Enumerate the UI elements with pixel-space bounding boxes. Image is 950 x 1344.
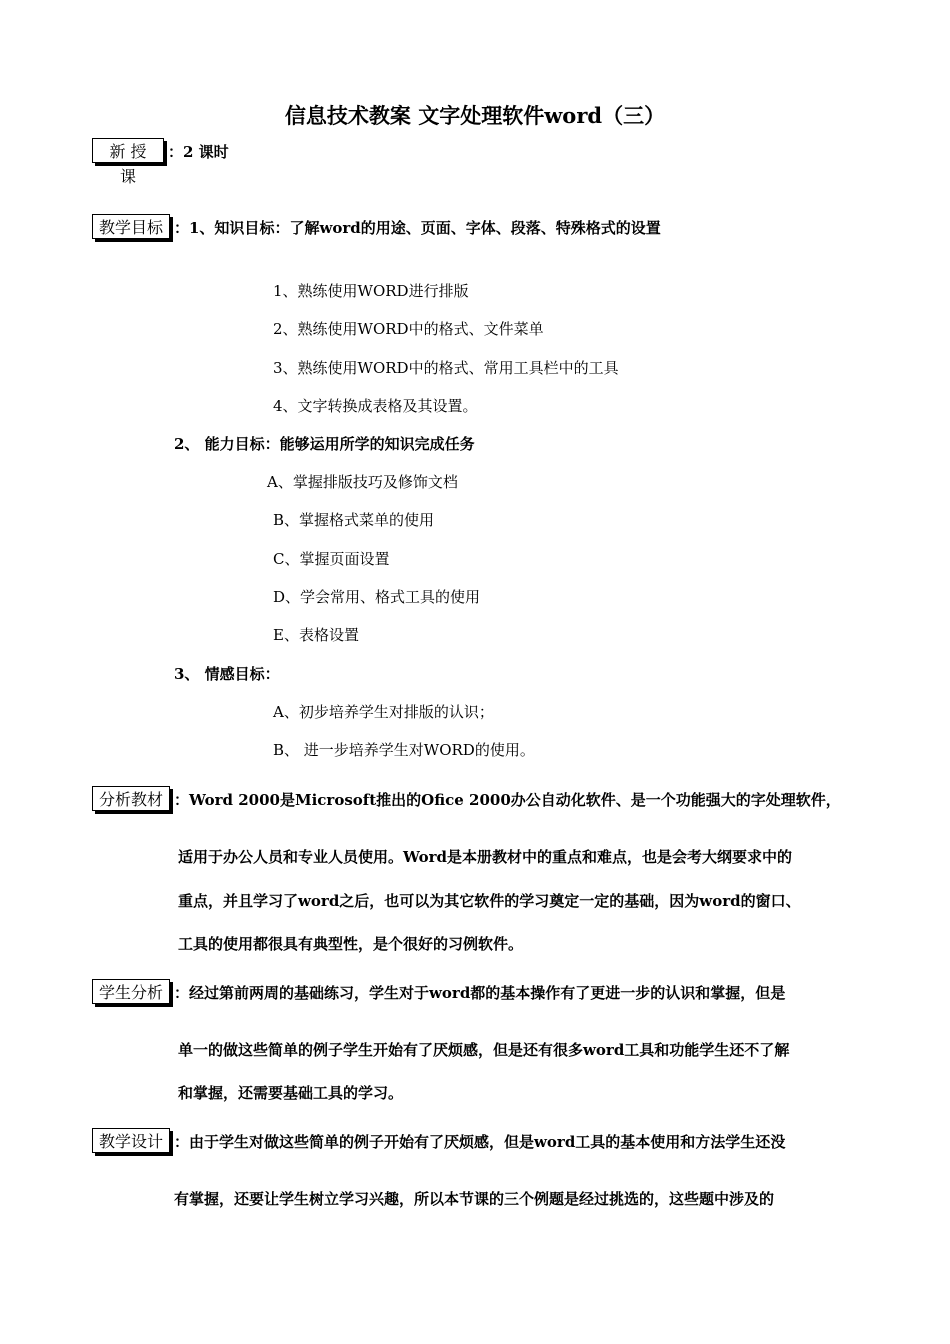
design-line: 有掌握，还要让学生树立学习兴趣，所以本节课的三个例题是经过挑选的，这些题中涉及的 — [174, 1190, 775, 1208]
knowledge-item: 4、文字转换成表格及其设置。 — [273, 397, 478, 415]
objectives-label: 教学目标 — [92, 214, 170, 239]
students-line: 单一的做这些简单的例子学生开始有了厌烦感，但是还有很多word工具和功能学生还不了解 — [178, 1041, 790, 1059]
emotion-item: A、初步培养学生对排版的认识； — [273, 703, 494, 721]
students-label: 学生分析 — [92, 979, 170, 1004]
knowledge-item: 3、熟练使用WORD中的格式、常用工具栏中的工具 — [273, 359, 619, 377]
material-line: 工具的使用都很具有典型性，是个很好的习例软件。 — [178, 935, 524, 953]
ability-item: B、掌握格式菜单的使用 — [273, 511, 435, 529]
ability-item: E、表格设置 — [273, 626, 359, 644]
material-line: 适用于办公人员和专业人员使用。Word是本册教材中的重点和难点，也是会考大纲要求中的 — [178, 848, 793, 866]
material-line: 重点，并且学习了word之后，也可以为其它软件的学习奠定一定的基础，因为word的窗口、 — [178, 892, 801, 910]
material-line: ：Word 2000是Microsoft推出的Ofice 2000办公自动化软件、是一个功能强大的字处理软件， — [174, 791, 841, 809]
document-title: 信息技术教案 文字处理软件word（三） — [284, 103, 666, 128]
ability-item: A、掌握排版技巧及修饰文档 — [267, 473, 458, 491]
emotion-item: B、 进一步培养学生对WORD的使用。 — [273, 741, 535, 759]
students-line: 和掌握，还需要基础工具的学习。 — [178, 1084, 404, 1102]
knowledge-item: 1、熟练使用WORD进行排版 — [273, 282, 469, 300]
new-lesson-label: 新 授 课 — [92, 138, 164, 163]
ability-objective: 2、 能力目标：能够运用所学的知识完成任务 — [174, 435, 475, 453]
emotion-objective: 3、 情感目标： — [174, 665, 280, 683]
design-line: ：由于学生对做这些简单的例子开始有了厌烦感，但是word工具的基本使用和方法学生还没 — [174, 1133, 786, 1151]
new-lesson-text: ：2 课时 — [168, 143, 229, 161]
ability-item: D、学会常用、格式工具的使用 — [273, 588, 481, 606]
ability-item: C、掌握页面设置 — [273, 550, 390, 568]
knowledge-objective: ：1、知识目标：了解word的用途、页面、字体、段落、特殊格式的设置 — [174, 219, 661, 237]
students-line: ：经过第前两周的基础练习，学生对于word都的基本操作有了更进一步的认识和掌握，但是 — [174, 984, 786, 1002]
design-label: 教学设计 — [92, 1128, 170, 1153]
material-label: 分析教材 — [92, 786, 170, 811]
knowledge-item: 2、熟练使用WORD中的格式、文件菜单 — [273, 320, 544, 338]
